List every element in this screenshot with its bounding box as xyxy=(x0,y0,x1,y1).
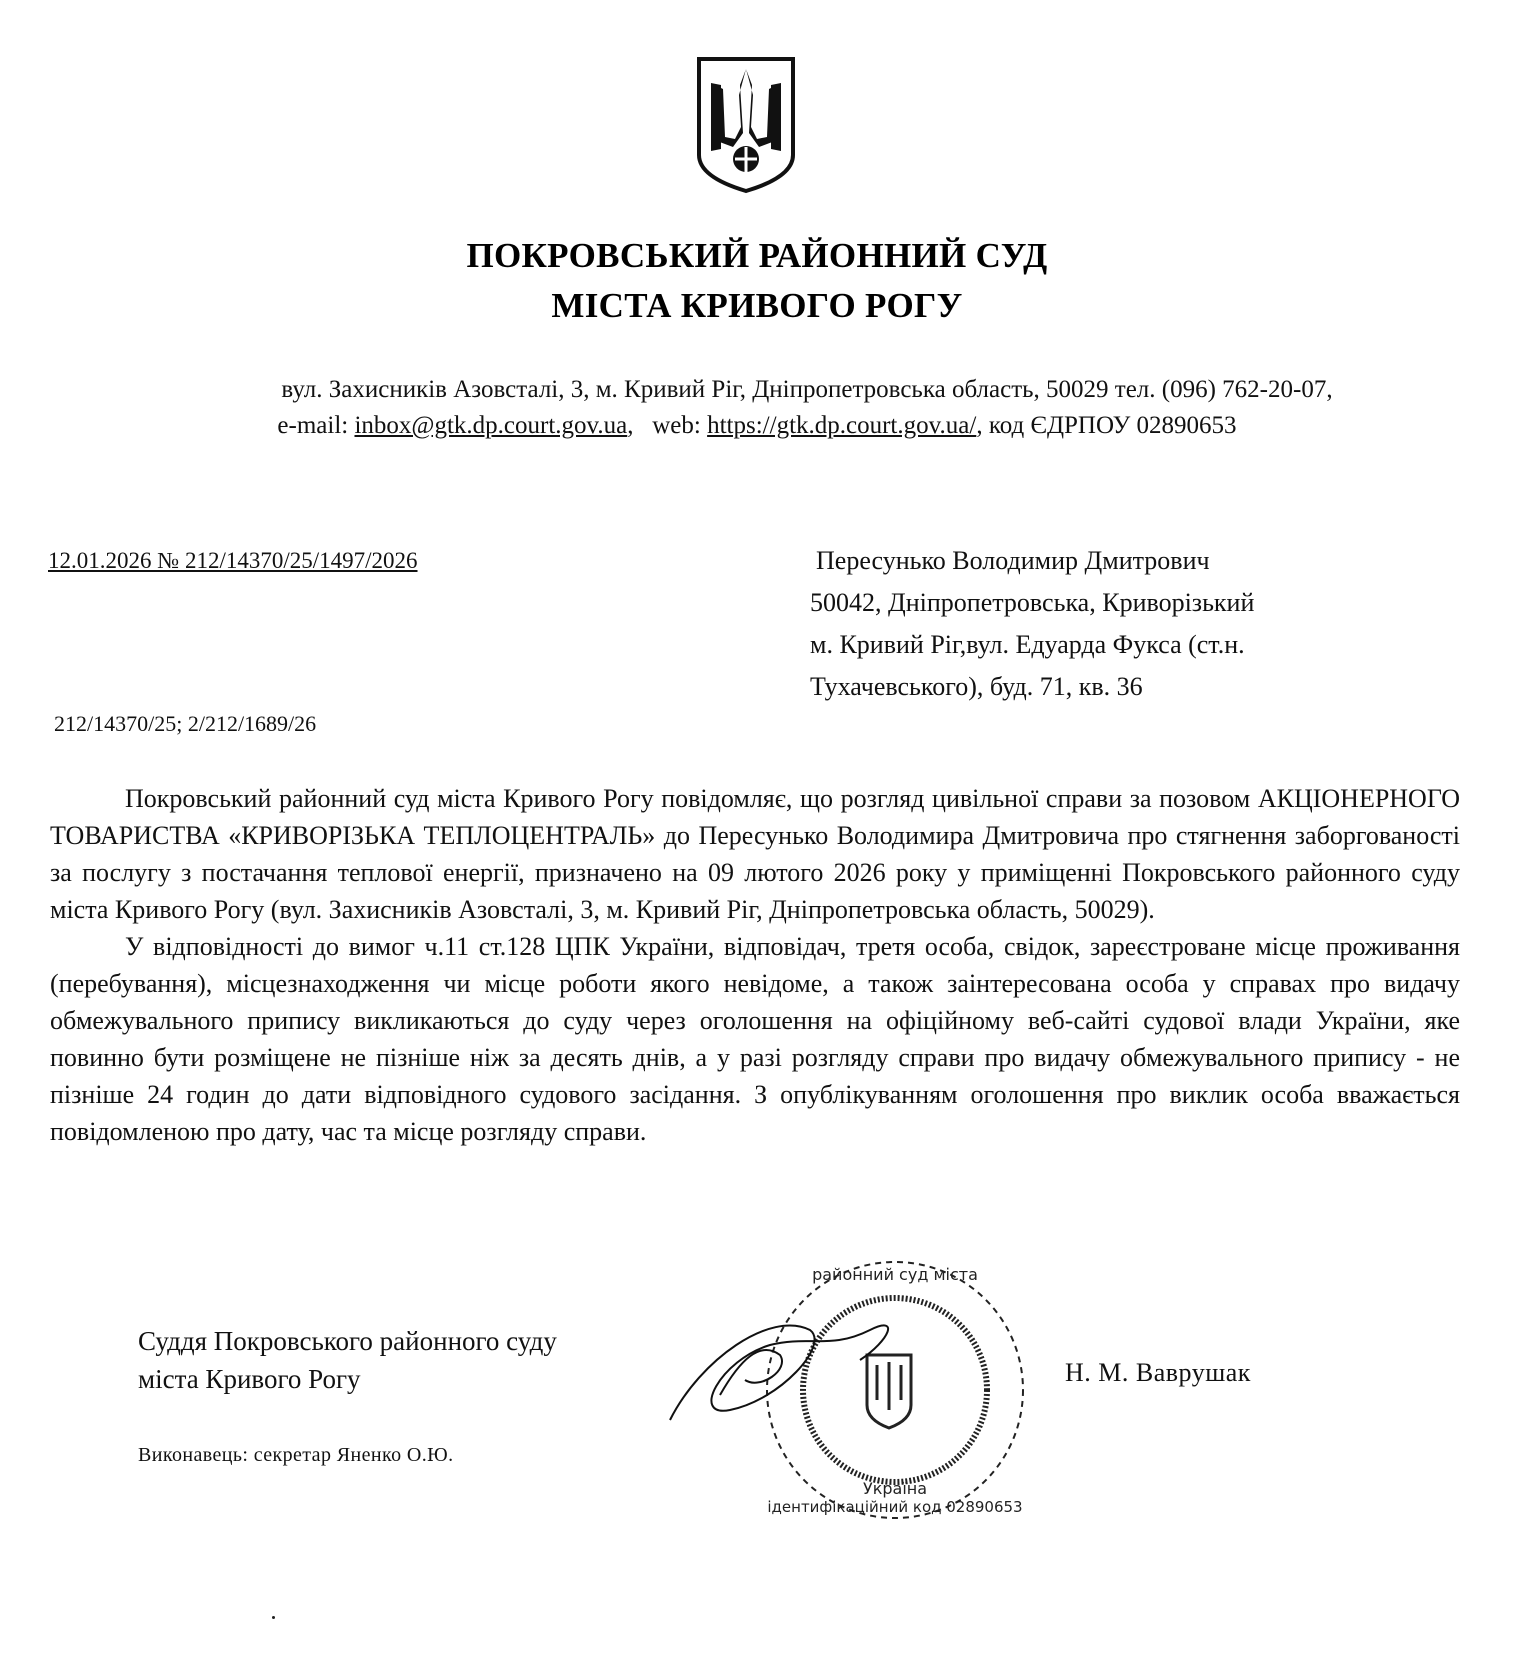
edrpou-code: , код ЄДРПОУ 02890653 xyxy=(976,412,1237,439)
court-name-title: ПОКРОВСЬКИЙ РАЙОННИЙ СУД xyxy=(466,236,1048,275)
signature-icon xyxy=(660,1300,940,1430)
stamp-country: Україна xyxy=(862,1479,928,1498)
stamp-text-top: районний суд міста xyxy=(812,1265,978,1284)
ukraine-coat-of-arms-icon xyxy=(695,55,797,195)
judge-name: Н. М. Ваврушак xyxy=(1065,1358,1251,1387)
executor-line: Виконавець: секретар Яненко О.Ю. xyxy=(138,1444,454,1466)
court-city-title: МІСТА КРИВОГО РОГУ xyxy=(551,286,963,325)
body-paragraph: Покровський районний суд міста Кривого Рогу повідомляє, що розгляд цивільної справи за позовом АКЦІОНЕРНОГО ТОВАРИСТВА «КРИВОРІЗЬКА ТЕПЛОЦЕНТРАЛЬ» до Пересунько Володимира Дмитровича про стягнення заборгованості за послугу з постачання теплової енергії, призначено на 09 лютого 2026 року у приміщенні Покровського районного суду міста Кривого Рогу (вул. Захисників Азовсталі, 3, м. Кривий Ріг, Дніпропетровська область, 50029). xyxy=(50,784,1460,924)
court-contacts: e-mail: inbox@gtk.dp.court.gov.ua, web: https://gtk.dp.court.gov.ua/, код ЄДРПОУ 02890653 xyxy=(277,412,1237,439)
court-address: вул. Захисників Азовсталі, 3, м. Кривий Ріг, Дніпропетровська область, 50029 тел. (096) 762-20-07, xyxy=(281,376,1333,403)
recipient-block xyxy=(810,540,1254,708)
email-label: e-mail: xyxy=(277,412,349,439)
case-reference: 212/14370/25; 2/212/1689/26 xyxy=(54,711,317,736)
outgoing-reference: 12.01.2026 № 212/14370/25/1497/2026 xyxy=(48,548,418,573)
stamp-text-bottom: ідентифікаційний код 02890653 xyxy=(767,1498,1023,1516)
email-link[interactable]: inbox@gtk.dp.court.gov.ua xyxy=(354,412,628,439)
judge-title xyxy=(138,1322,557,1398)
body-paragraph: У відповідності до вимог ч.11 ст.128 ЦПК України, відповідач, третя особа, свідок, зареєстроване місце проживання (перебування), місцезнаходження чи місце роботи якого невідоме, а також заінтересована особа у справах про видачу обмежувального припису викликаються до суду через оголошення на офіційному веб-сайті судової влади України, яке повинно бути розміщене не пізніше ніж за десять днів, а у разі розгляду справи про видачу обмежувального припису - не пізніше 24 годин до дати відповідного судового засідання. З опублікуванням оголошення про виклик особа вважається повідомленою про дату, час та місце розгляду справи. xyxy=(50,932,1460,1146)
recipient-address-line: Тухачевського), буд. 71, кв. 36 xyxy=(810,672,1143,701)
web-link[interactable]: https://gtk.dp.court.gov.ua/ xyxy=(707,412,977,439)
recipient-address-line: 50042, Дніпропетровська, Криворізький xyxy=(810,588,1255,617)
judge-title-line: Суддя Покровського районного суду xyxy=(138,1326,557,1356)
recipient-name: Пересунько Володимир Дмитрович xyxy=(816,546,1210,575)
judge-title-line: міста Кривого Рогу xyxy=(138,1364,361,1394)
scan-artifact xyxy=(272,1616,275,1619)
letter-body xyxy=(50,780,1460,1150)
recipient-address-line: м. Кривий Ріг,вул. Едуарда Фукса (ст.н. xyxy=(810,630,1245,659)
web-label: web: xyxy=(652,412,701,439)
